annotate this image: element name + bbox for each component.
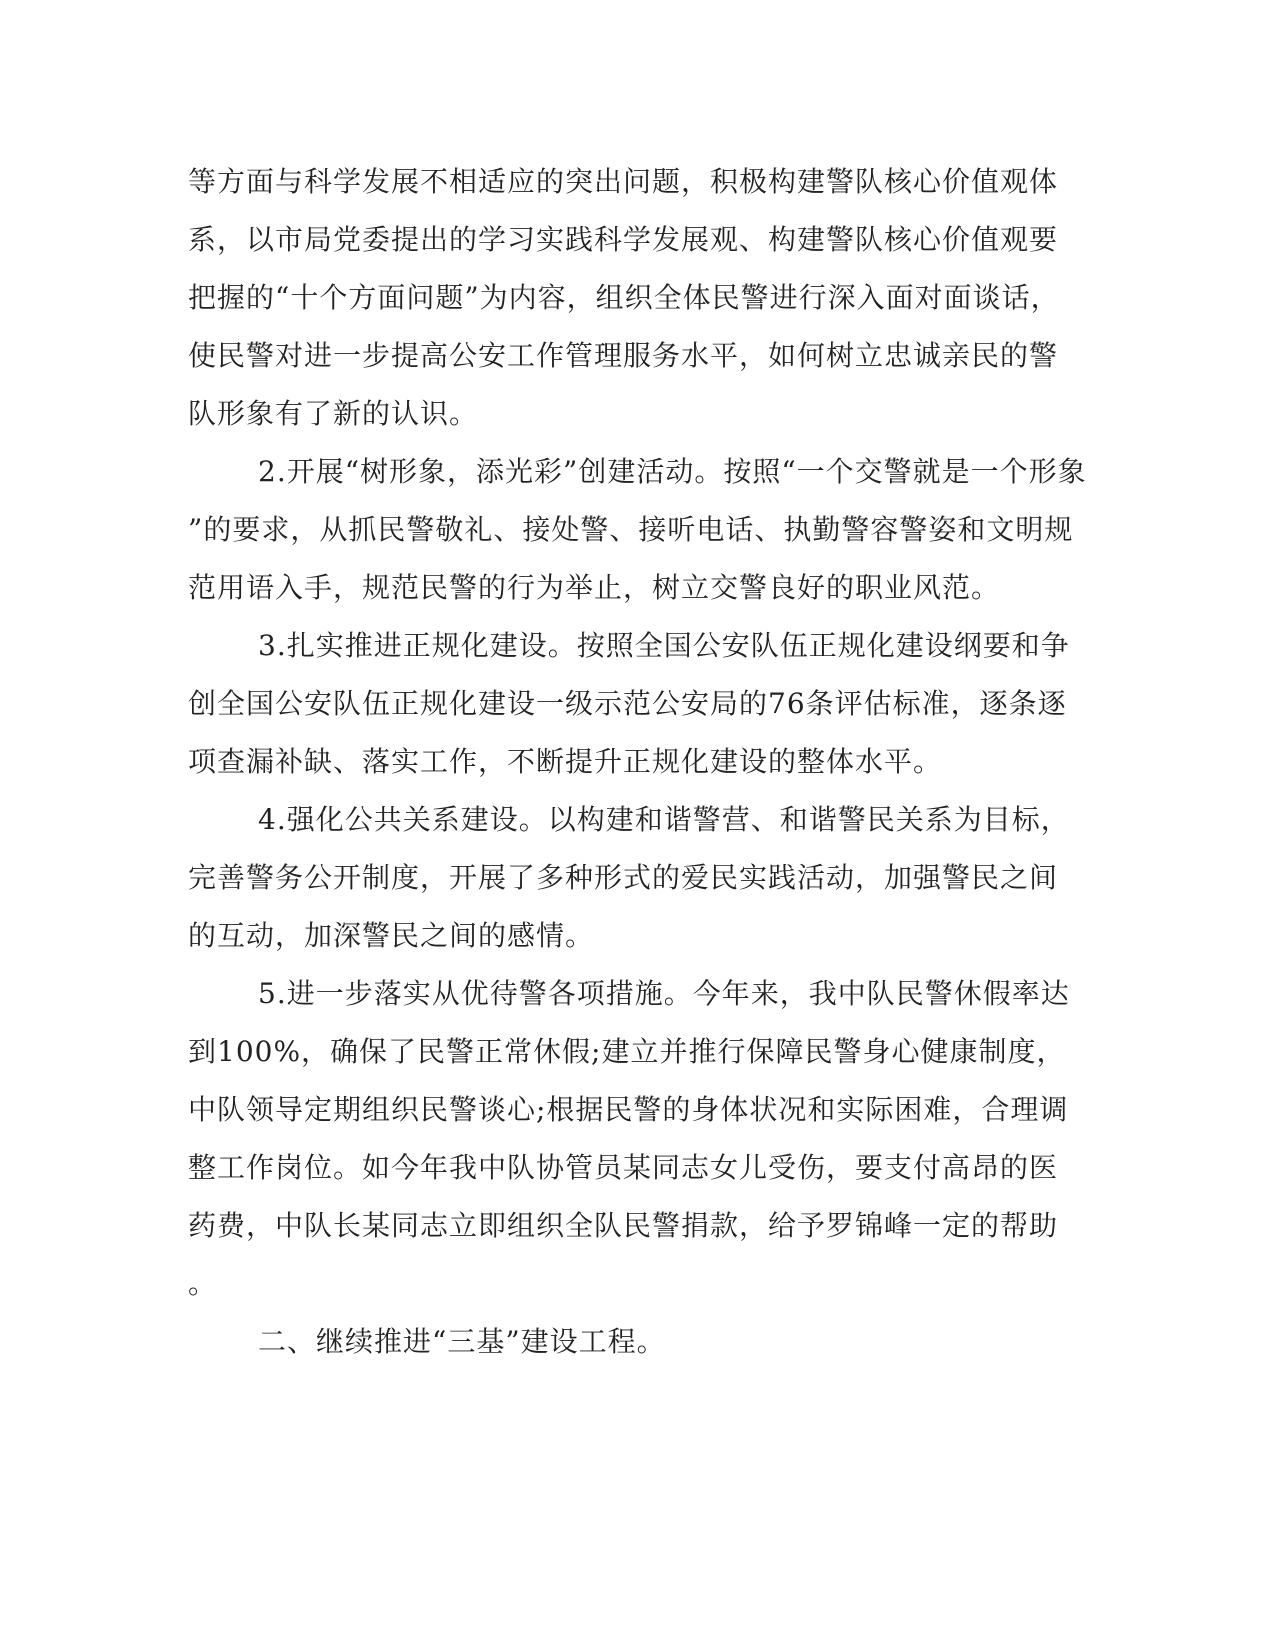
- text-line: 整工作岗位。如今年我中队协管员某同志女儿受伤，要支付高昂的医: [188, 1151, 1059, 1184]
- section-heading-line: 二、继续推进“三基”建设工程。: [258, 1325, 666, 1358]
- text-line: 。: [188, 1267, 218, 1300]
- paragraph-4-heading-line: 4.强化公共关系建设。以构建和谐警营、和谐警民关系为目标，: [258, 803, 1070, 836]
- text-line: 范用语入手，规范民警的行为举止，树立交警良好的职业风范。: [188, 571, 1001, 604]
- text-line: 等方面与科学发展不相适应的突出问题，积极构建警队核心价值观体: [188, 165, 1059, 198]
- text-line: 到100%，确保了民警正常休假;建立并推行保障民警身心健康制度，: [188, 1035, 1066, 1068]
- text-line: 的互动，加深警民之间的感情。: [188, 919, 595, 952]
- paragraph-3-heading-line: 3.扎实推进正规化建设。按照全国公安队伍正规化建设纲要和争: [258, 629, 1070, 662]
- text-line: 创全国公安队伍正规化建设一级示范公安局的76条评估标准，逐条逐: [188, 687, 1067, 720]
- text-line: 完善警务公开制度，开展了多种形式的爱民实践活动，加强警民之间: [188, 861, 1059, 894]
- text-line: 项查漏补缺、落实工作，不断提升正规化建设的整体水平。: [188, 745, 943, 778]
- text-line: 药费，中队长某同志立即组织全队民警捐款，给予罗锦峰一定的帮助: [188, 1209, 1059, 1242]
- document-body: [188, 153, 1088, 1371]
- paragraph-2-heading-line: 2.开展“树形象，添光彩”创建活动。按照“一个交警就是一个形象: [258, 455, 1087, 488]
- text-line: 队形象有了新的认识。: [188, 397, 479, 430]
- paragraph-5-heading-line: 5.进一步落实从优待警各项措施。今年来，我中队民警休假率达: [258, 977, 1070, 1010]
- text-line: 系，以市局党委提出的学习实践科学发展观、构建警队核心价值观要: [188, 223, 1059, 256]
- text-line: 中队领导定期组织民警谈心;根据民警的身体状况和实际困难，合理调: [188, 1093, 1069, 1126]
- text-line: ”的要求，从抓民警敬礼、接处警、接听电话、执勤警容警姿和文明规: [188, 513, 1074, 546]
- text-line: 使民警对进一步提高公安工作管理服务水平，如何树立忠诚亲民的警: [188, 339, 1059, 372]
- text-line: 把握的“十个方面问题”为内容，组织全体民警进行深入面对面谈话，: [188, 281, 1060, 314]
